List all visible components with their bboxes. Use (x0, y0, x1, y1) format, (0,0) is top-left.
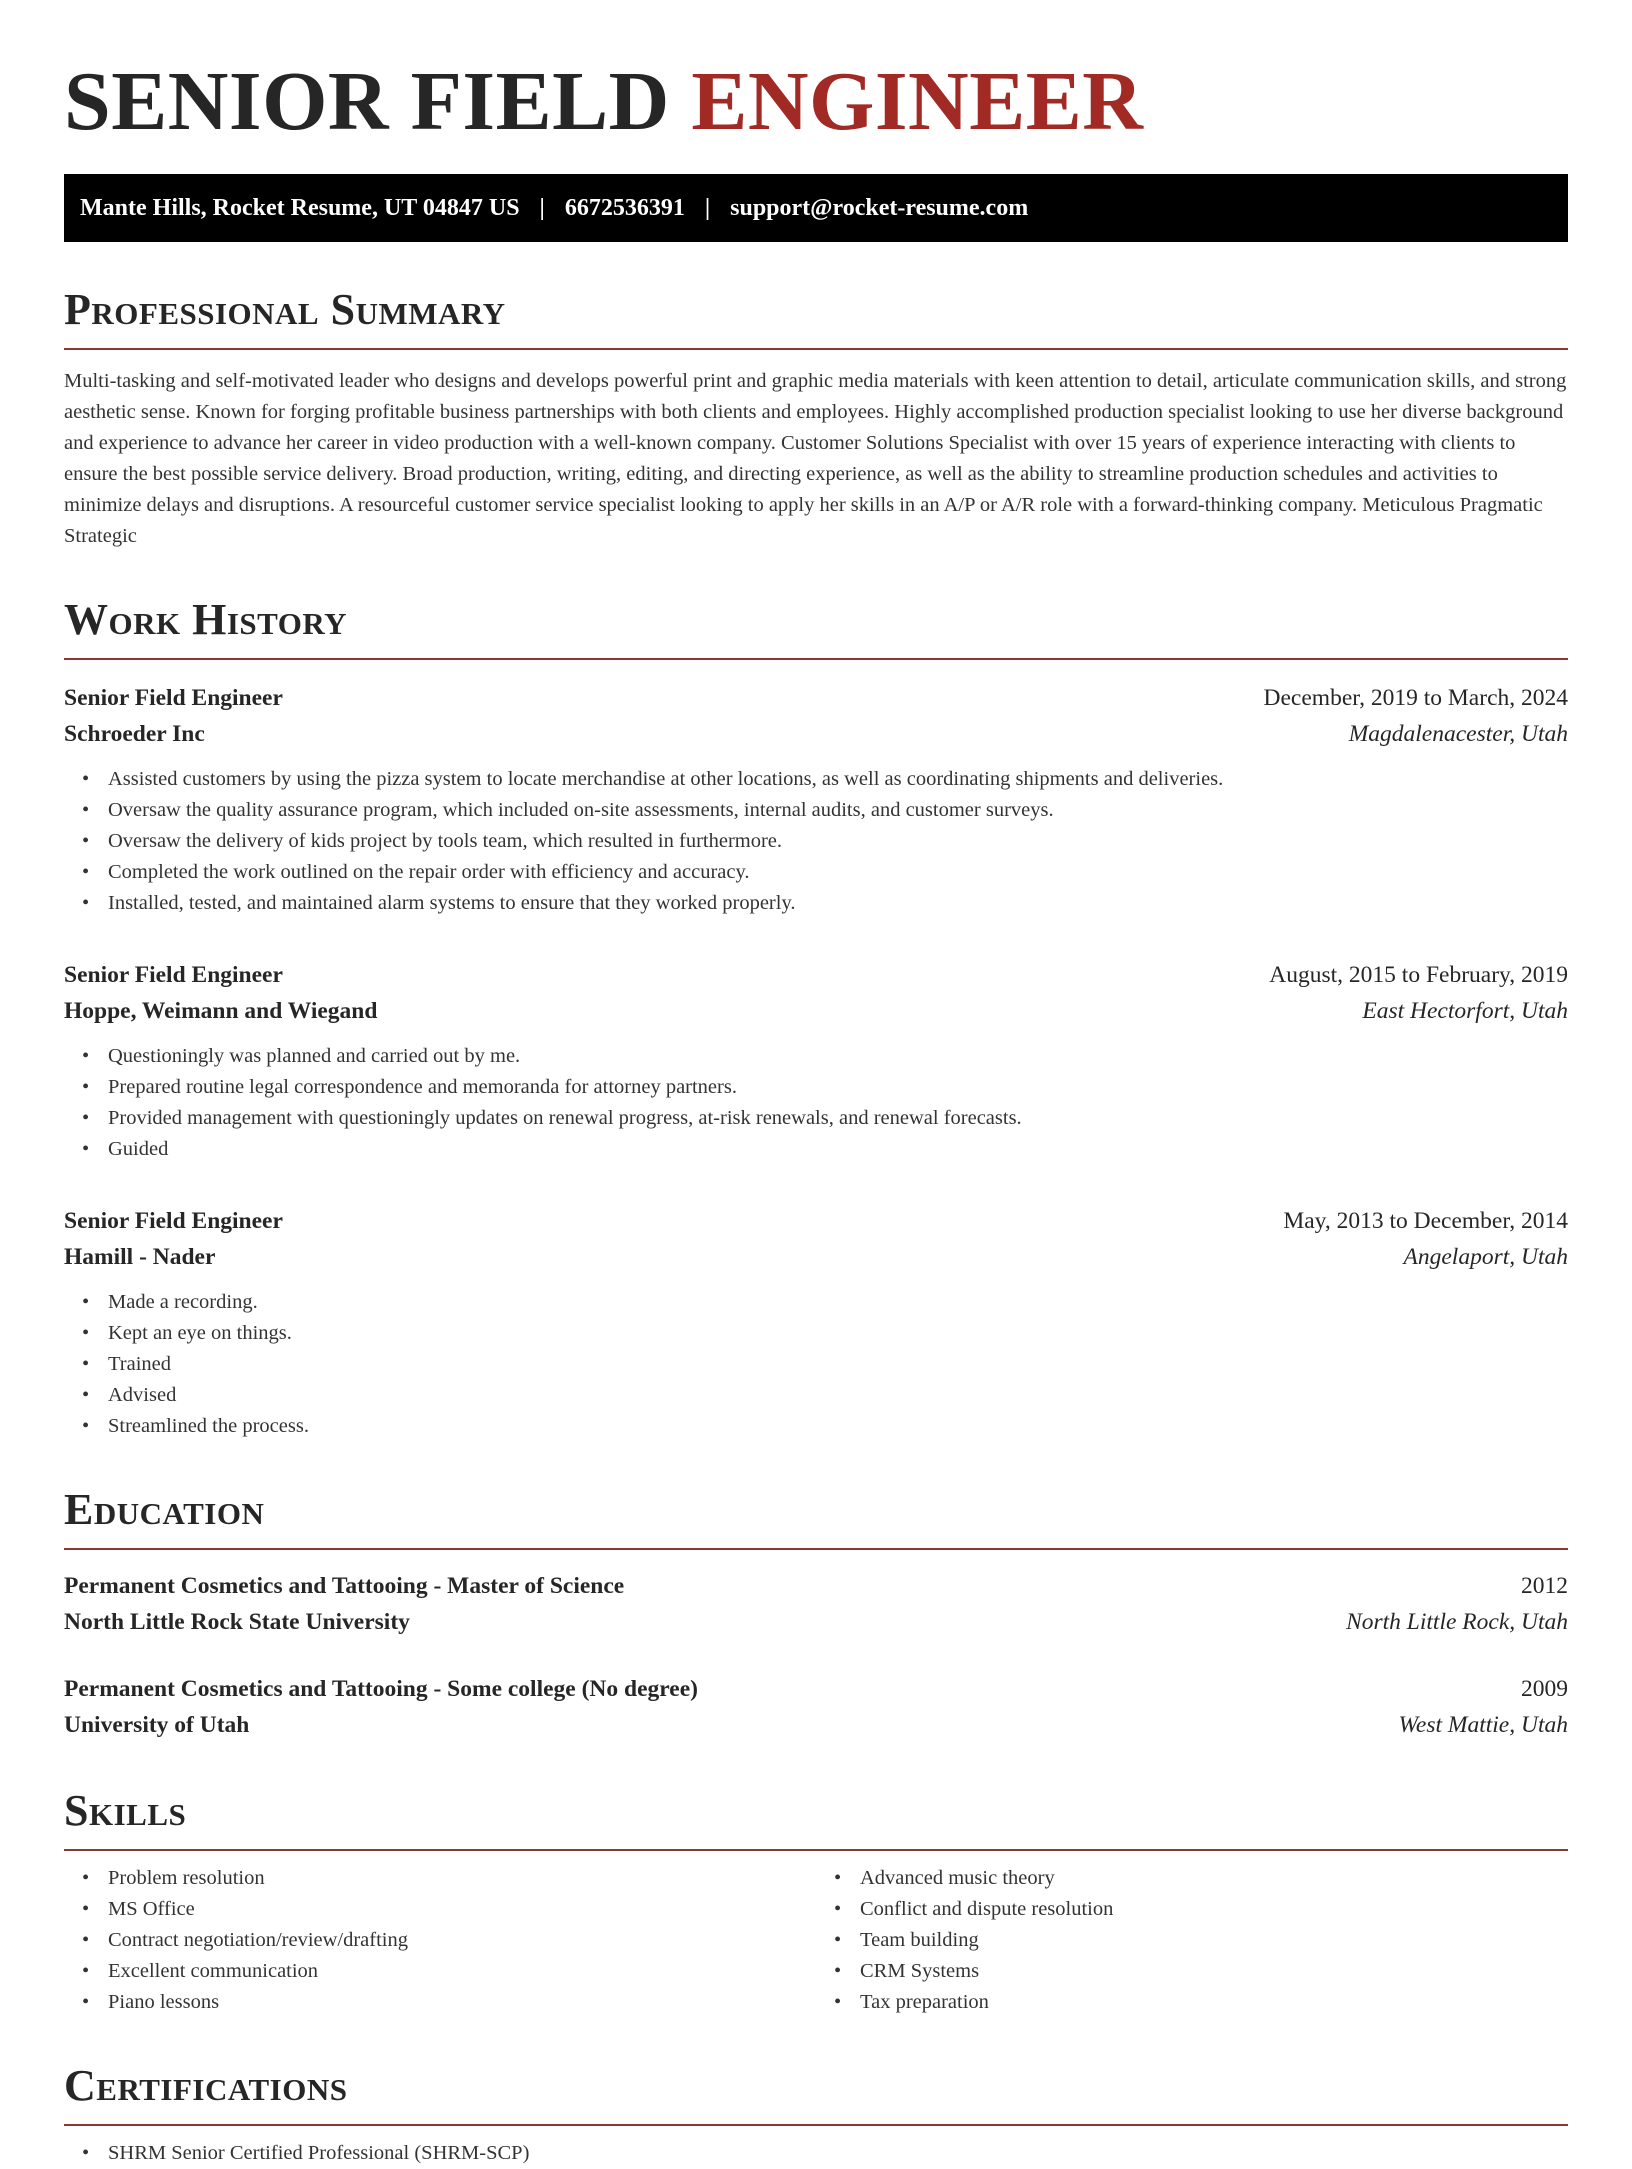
contact-bar (64, 174, 1568, 242)
job-entry (64, 957, 1568, 1165)
education-degree: Permanent Cosmetics and Tattooing - Some college (No degree) (64, 1676, 698, 1702)
education-school-row (64, 1604, 1568, 1640)
education-year: 2009 (1521, 1676, 1568, 1702)
education-degree: Permanent Cosmetics and Tattooing - Master of Science (64, 1573, 625, 1599)
job-company-row (64, 716, 1568, 752)
contact-separator: | (539, 195, 545, 221)
skills-section (64, 1785, 1568, 2018)
job-bullet: • Provided management with questioningly updates on renewal progress, at-risk renewals, and renewal forecasts. (108, 1103, 1568, 1134)
summary-text: Multi-tasking and self-motivated leader who designs and develops powerful print and graphic media materials with keen attention to detail, articulate communication skills, and strong aesthetic sense. Known for forging profitable business partnerships with both clients and employees. Highly accomplished production specialist looking to use her diverse background and experience to advance her career in video production with a well-known company. Customer Solutions Specialist with over 15 years of experience interacting with clients to ensure the best possible service delivery. Broad production, writing, editing, and directing experience, as well as the ability to streamline production schedules and activities to minimize delays and disruptions. A resourceful customer service specialist looking to apply her skills in an A/P or A/R role with a forward-thinking company. Meticulous Pragmatic Strategic (64, 370, 1567, 547)
education-school: University of Utah (64, 1712, 250, 1738)
resume-title (64, 52, 1568, 152)
job-header-row (64, 680, 1568, 716)
job-bullet: • Questioningly was planned and carried out by me. (108, 1041, 1568, 1072)
skill-item: • CRM Systems (860, 1956, 1568, 1987)
job-title: Senior Field Engineer (64, 1208, 283, 1234)
job-bullets (64, 1287, 1568, 1442)
contact-phone[interactable]: 6672536391 (564, 195, 685, 221)
certifications-heading: Certifications (64, 2060, 1568, 2126)
work-history-heading: Work History (64, 594, 1568, 660)
contact-separator: | (704, 195, 711, 221)
job-bullets (64, 1041, 1568, 1165)
job-bullet: • Trained (108, 1349, 1568, 1380)
job-dates: December, 2019 to March, 2024 (1263, 685, 1568, 711)
job-bullet: • Prepared routine legal correspondence and memoranda for attorney partners. (108, 1072, 1568, 1103)
education-section (64, 1484, 1568, 1743)
education-location: North Little Rock, Utah (1346, 1609, 1568, 1635)
education-location: West Mattie, Utah (1398, 1712, 1568, 1738)
education-degree-row (64, 1568, 1568, 1604)
skills-grid (64, 1863, 1568, 2018)
job-header-row (64, 1203, 1568, 1239)
job-bullet: • Made a recording. (108, 1287, 1568, 1318)
job-bullet: • Advised (108, 1380, 1568, 1411)
contact-email[interactable]: support@rocket-resume.com (730, 195, 1029, 221)
title-accent: ENGINEER (691, 55, 1144, 148)
education-degree-row (64, 1671, 1568, 1707)
job-bullet: • Installed, tested, and maintained alarm systems to ensure that they worked properly. (108, 888, 1568, 919)
skill-item: • Piano lessons (108, 1987, 816, 2018)
certifications-section (64, 2060, 1568, 2169)
skill-item: • Excellent communication (108, 1956, 816, 1987)
skill-item: • Tax preparation (860, 1987, 1568, 2018)
education-school-row (64, 1707, 1568, 1743)
job-location: East Hectorfort, Utah (1362, 998, 1568, 1024)
job-bullet: • Completed the work outlined on the repair order with efficiency and accuracy. (108, 857, 1568, 888)
job-bullets (64, 764, 1568, 919)
job-location: Angelaport, Utah (1403, 1244, 1568, 1270)
job-entry (64, 1203, 1568, 1442)
job-entry (64, 680, 1568, 919)
job-bullet: • Kept an eye on things. (108, 1318, 1568, 1349)
job-bullet: • Assisted customers by using the pizza system to locate merchandise at other locations, as well as coordinating shipments and deliveries. (108, 764, 1568, 795)
work-history-section (64, 594, 1568, 1442)
skills-heading: Skills (64, 1785, 1568, 1851)
education-entry (64, 1671, 1568, 1743)
job-title: Senior Field Engineer (64, 685, 283, 711)
job-bullet: • Streamlined the process. (108, 1411, 1568, 1442)
education-school: North Little Rock State University (64, 1609, 410, 1635)
job-company: Schroeder Inc (64, 721, 205, 747)
job-header-row (64, 957, 1568, 993)
job-bullet: • Oversaw the delivery of kids project by tools team, which resulted in furthermore. (108, 826, 1568, 857)
summary-heading: Professional Summary (64, 284, 1568, 350)
certification-item: • SHRM Senior Certified Professional (SHRM-SCP) (108, 2138, 1568, 2169)
education-year: 2012 (1521, 1573, 1568, 1599)
education-heading: Education (64, 1484, 1568, 1550)
job-company: Hoppe, Weimann and Wiegand (64, 998, 378, 1024)
skill-item: • Problem resolution (108, 1863, 816, 1894)
contact-address: Mante Hills, Rocket Resume, UT 04847 US (80, 195, 520, 221)
certifications-list (64, 2138, 1568, 2169)
skill-item: • Contract negotiation/review/drafting (108, 1925, 816, 1956)
skill-item: • MS Office (108, 1894, 816, 1925)
job-bullet: • Oversaw the quality assurance program, which included on-site assessments, internal audits, and customer surveys. (108, 795, 1568, 826)
skill-item: • Conflict and dispute resolution (860, 1894, 1568, 1925)
summary-section (64, 284, 1568, 552)
job-location: Magdalenacester, Utah (1348, 721, 1568, 747)
skills-column-right (816, 1863, 1568, 2018)
job-company: Hamill - Nader (64, 1244, 216, 1270)
job-dates: May, 2013 to December, 2014 (1283, 1208, 1568, 1234)
job-bullet: • Guided (108, 1134, 1568, 1165)
skill-item: • Advanced music theory (860, 1863, 1568, 1894)
title-main: SENIOR FIELD (64, 55, 670, 148)
skill-item: • Team building (860, 1925, 1568, 1956)
job-company-row (64, 993, 1568, 1029)
job-company-row (64, 1239, 1568, 1275)
job-title: Senior Field Engineer (64, 962, 283, 988)
job-dates: August, 2015 to February, 2019 (1269, 962, 1568, 988)
education-entry (64, 1568, 1568, 1640)
skills-column-left (64, 1863, 816, 2018)
